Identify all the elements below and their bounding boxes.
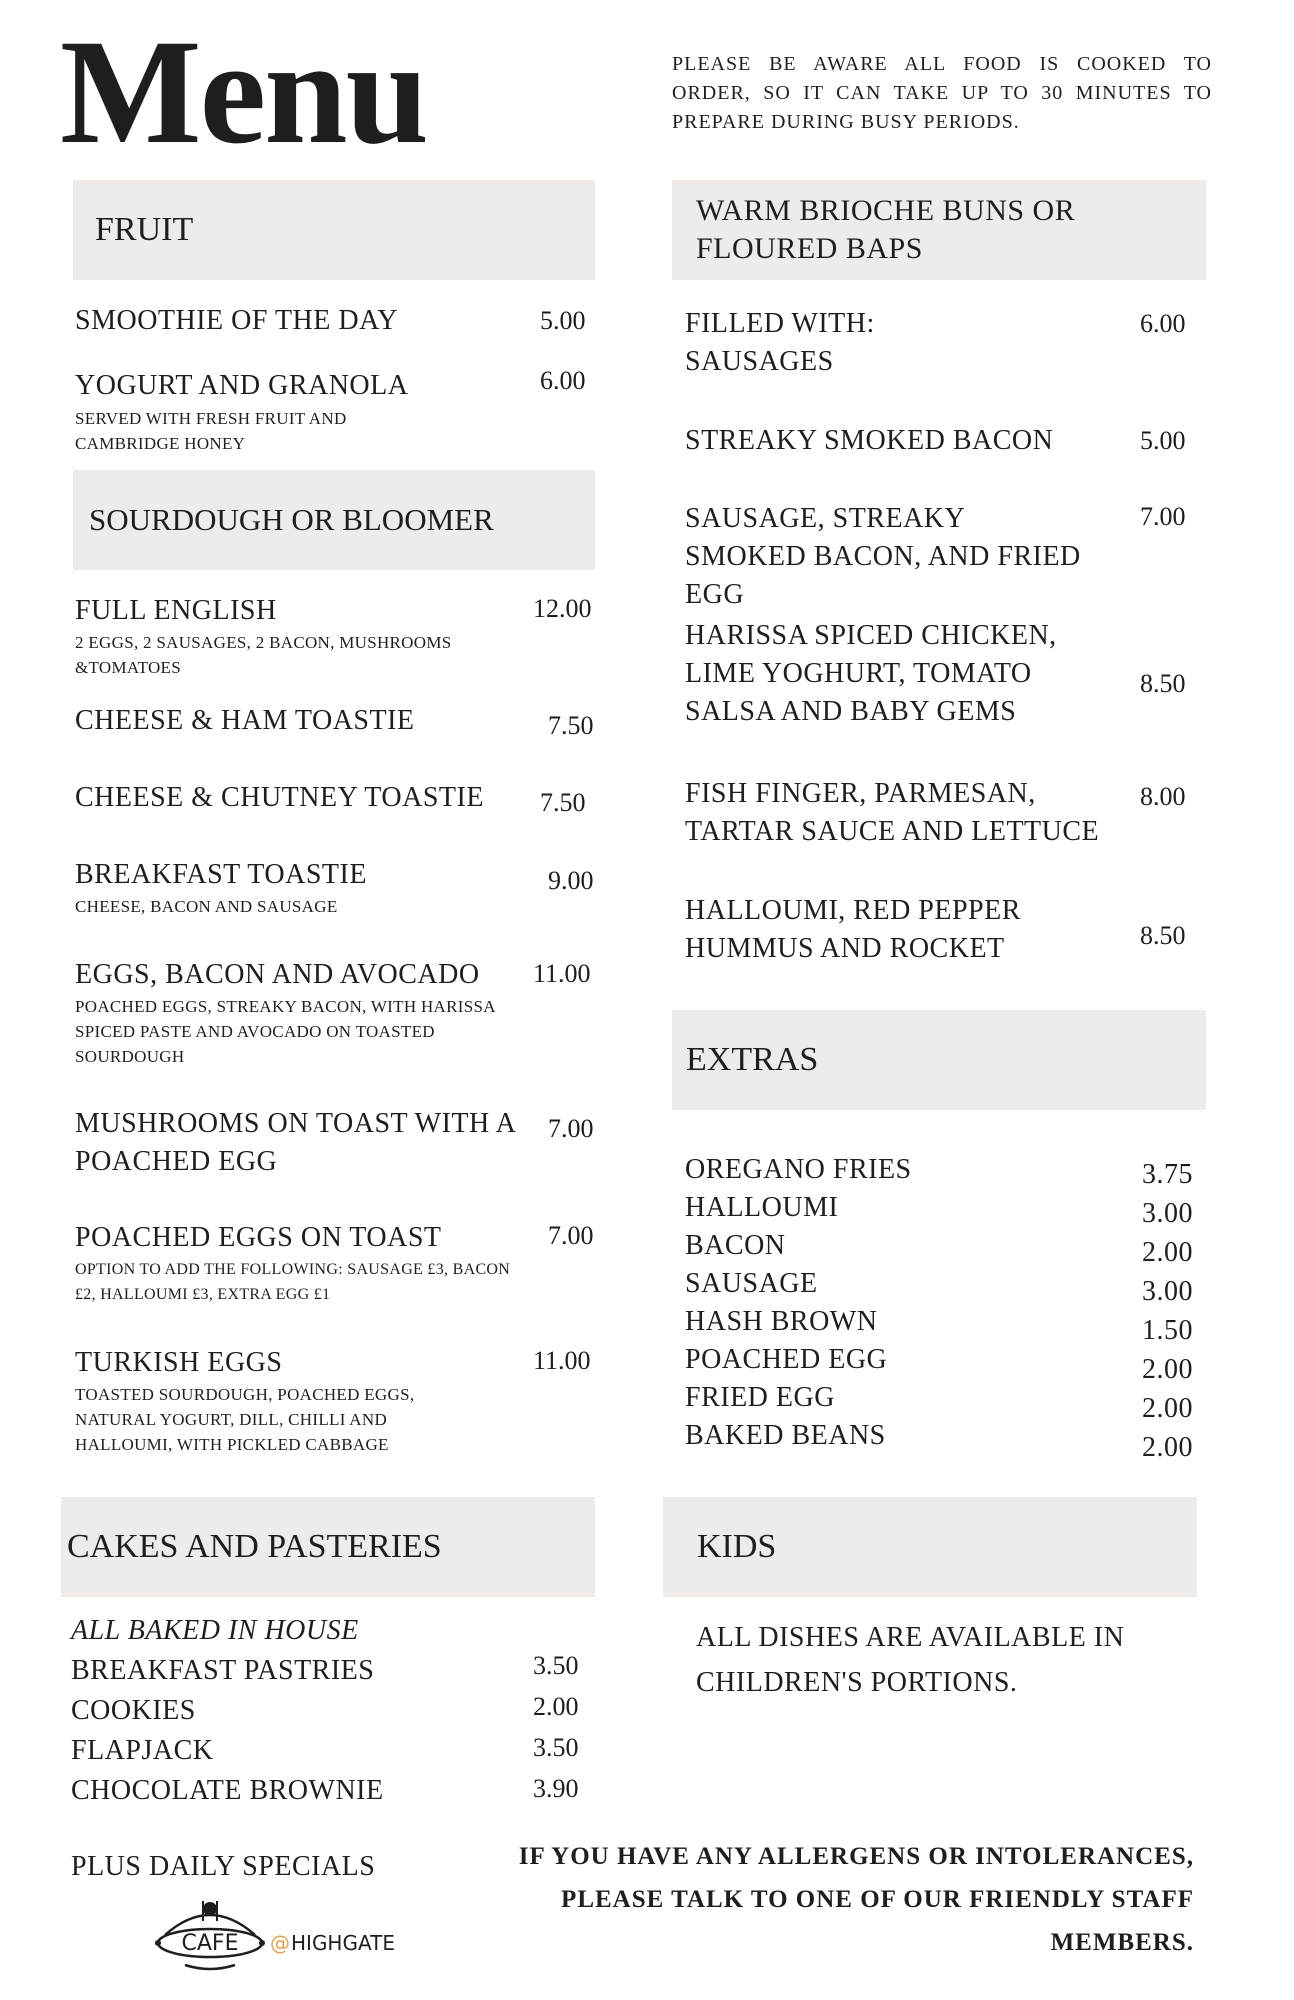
item-price: 2.00 [1142,1237,1193,1268]
item-price: 7.50 [540,788,586,817]
item-price: 6.00 [540,366,586,395]
item-price: 5.00 [540,306,586,335]
item-name: FISH FINGER, PARMESAN, TARTAR SAUCE AND LETTUCE [685,778,1100,847]
item-name: OREGANO FRIES [685,1154,912,1185]
item-name: CHOCOLATE BROWNIE [71,1775,384,1806]
item-name: SAUSAGE, STREAKY SMOKED BACON, AND FRIED EGG [685,503,1081,610]
section-title-extras: EXTRAS [686,1041,819,1078]
item-price: 3.00 [1142,1198,1193,1229]
section-header-sourdough [73,470,595,570]
cakes-subheading: ALL BAKED IN HOUSE [71,1615,359,1646]
item-price: 6.00 [1140,309,1186,338]
allergen-notice: IF YOU HAVE ANY ALLERGENS OR INTOLERANCES, PLEASE TALK TO ONE OF OUR FRIENDLY STAFF MEMBERS. [518,1843,1194,1956]
item-price: 7.00 [548,1221,594,1250]
item-price: 3.75 [1142,1159,1193,1190]
item-name: CHEESE & CHUTNEY TOASTIE [75,782,484,813]
cafe-logo-icon [155,1895,425,1975]
item-name: SMOOTHIE OF THE DAY [75,305,398,336]
item-price: 1.50 [1142,1315,1193,1346]
item-name: HALLOUMI [685,1192,839,1223]
item-price: 11.00 [533,959,591,988]
daily-specials: PLUS DAILY SPECIALS [71,1851,376,1882]
item-name: STREAKY SMOKED BACON [685,425,1054,456]
item-price: 11.00 [533,1346,591,1375]
item-price: 7.50 [548,711,594,740]
item-price: 5.00 [1140,426,1186,455]
item-price: 7.00 [548,1114,594,1143]
item-description: TOASTED SOURDOUGH, POACHED EGGS, NATURAL YOGURT, DILL, CHILLI AND HALLOUMI, WITH PICKLED CABBAGE [75,1385,415,1454]
section-header-kids [663,1497,1197,1597]
item-description: SERVED WITH FRESH FRUIT AND CAMBRIDGE HONEY [75,409,347,453]
item-name: POACHED EGG [685,1344,888,1375]
item-price: 3.50 [533,1733,579,1762]
item-description: CHEESE, BACON AND SAUSAGE [75,897,338,916]
item-description: 2 EGGS, 2 SAUSAGES, 2 BACON, MUSHROOMS &TOMATOES [75,633,452,677]
item-name: BACON [685,1230,786,1261]
item-price: 8.50 [1140,669,1186,698]
section-header-fruit [73,180,595,280]
item-price: 8.50 [1140,921,1186,950]
item-price: 7.00 [1140,502,1186,531]
item-name: FULL ENGLISH [75,595,277,626]
item-name: HALLOUMI, RED PEPPER HUMMUS AND ROCKET [685,895,1021,964]
item-name: EGGS, BACON AND AVOCADO [75,959,480,990]
item-name: FILLED WITH: SAUSAGES [685,308,875,377]
item-name: MUSHROOMS ON TOAST WITH A POACHED EGG [75,1108,515,1177]
item-name: BREAKFAST TOASTIE [75,859,367,890]
page-title: Menu [60,9,427,175]
item-price: 9.00 [548,866,594,895]
item-name: SAUSAGE [685,1268,818,1299]
item-name: CHEESE & HAM TOASTIE [75,705,415,736]
cooking-time-notice: PLEASE BE AWARE ALL FOOD IS COOKED TO ORDER, SO IT CAN TAKE UP TO 30 MINUTES TO PREPARE DURING BUSY PERIODS. [672,53,1212,133]
item-name: TURKISH EGGS [75,1347,283,1378]
section-header-brioche [672,180,1206,280]
item-price: 2.00 [1142,1432,1193,1463]
section-header-extras [672,1010,1206,1110]
kids-info: ALL DISHES ARE AVAILABLE IN CHILDREN'S PORTIONS. [696,1622,1125,1698]
item-name: HASH BROWN [685,1306,878,1337]
item-name: BREAKFAST PASTRIES [71,1655,375,1686]
logo-highgate-text: HIGHGATE [291,1931,395,1955]
item-name: YOGURT AND GRANOLA [75,370,409,401]
section-title-brioche: WARM BRIOCHE BUNS OR FLOURED BAPS [696,194,1076,265]
logo-at-text: @ [270,1931,290,1955]
section-title-kids: KIDS [697,1528,777,1565]
item-price: 3.90 [533,1774,579,1803]
item-name: FRIED EGG [685,1382,835,1413]
item-price: 3.50 [533,1651,579,1680]
item-price: 2.00 [1142,1354,1193,1385]
item-name: HARISSA SPICED CHICKEN, LIME YOGHURT, TOMATO SALSA AND BABY GEMS [685,620,1057,727]
section-title-cakes: CAKES AND PASTERIES [67,1528,442,1565]
item-description: OPTION TO ADD THE FOLLOWING: SAUSAGE £3, BACON £2, HALLOUMI £3, EXTRA EGG £1 [75,1261,511,1303]
item-price: 8.00 [1140,782,1186,811]
item-price: 12.00 [533,594,592,623]
item-price: 2.00 [533,1692,579,1721]
item-name: COOKIES [71,1695,196,1726]
logo-cafe-text: CAFE [181,1931,239,1956]
item-description: POACHED EGGS, STREAKY BACON, WITH HARISSA SPICED PASTE AND AVOCADO ON TOASTED SOURDOUGH [75,997,495,1066]
cafe-highgate-logo [155,1895,425,1975]
item-name: POACHED EGGS ON TOAST [75,1222,442,1253]
section-title-fruit: FRUIT [95,211,194,248]
item-price: 3.00 [1142,1276,1193,1307]
item-name: BAKED BEANS [685,1420,886,1451]
item-name: FLAPJACK [71,1735,214,1766]
section-title-sourdough: SOURDOUGH OR BLOOMER [89,502,494,537]
item-price: 2.00 [1142,1393,1193,1424]
section-header-cakes [61,1497,595,1597]
